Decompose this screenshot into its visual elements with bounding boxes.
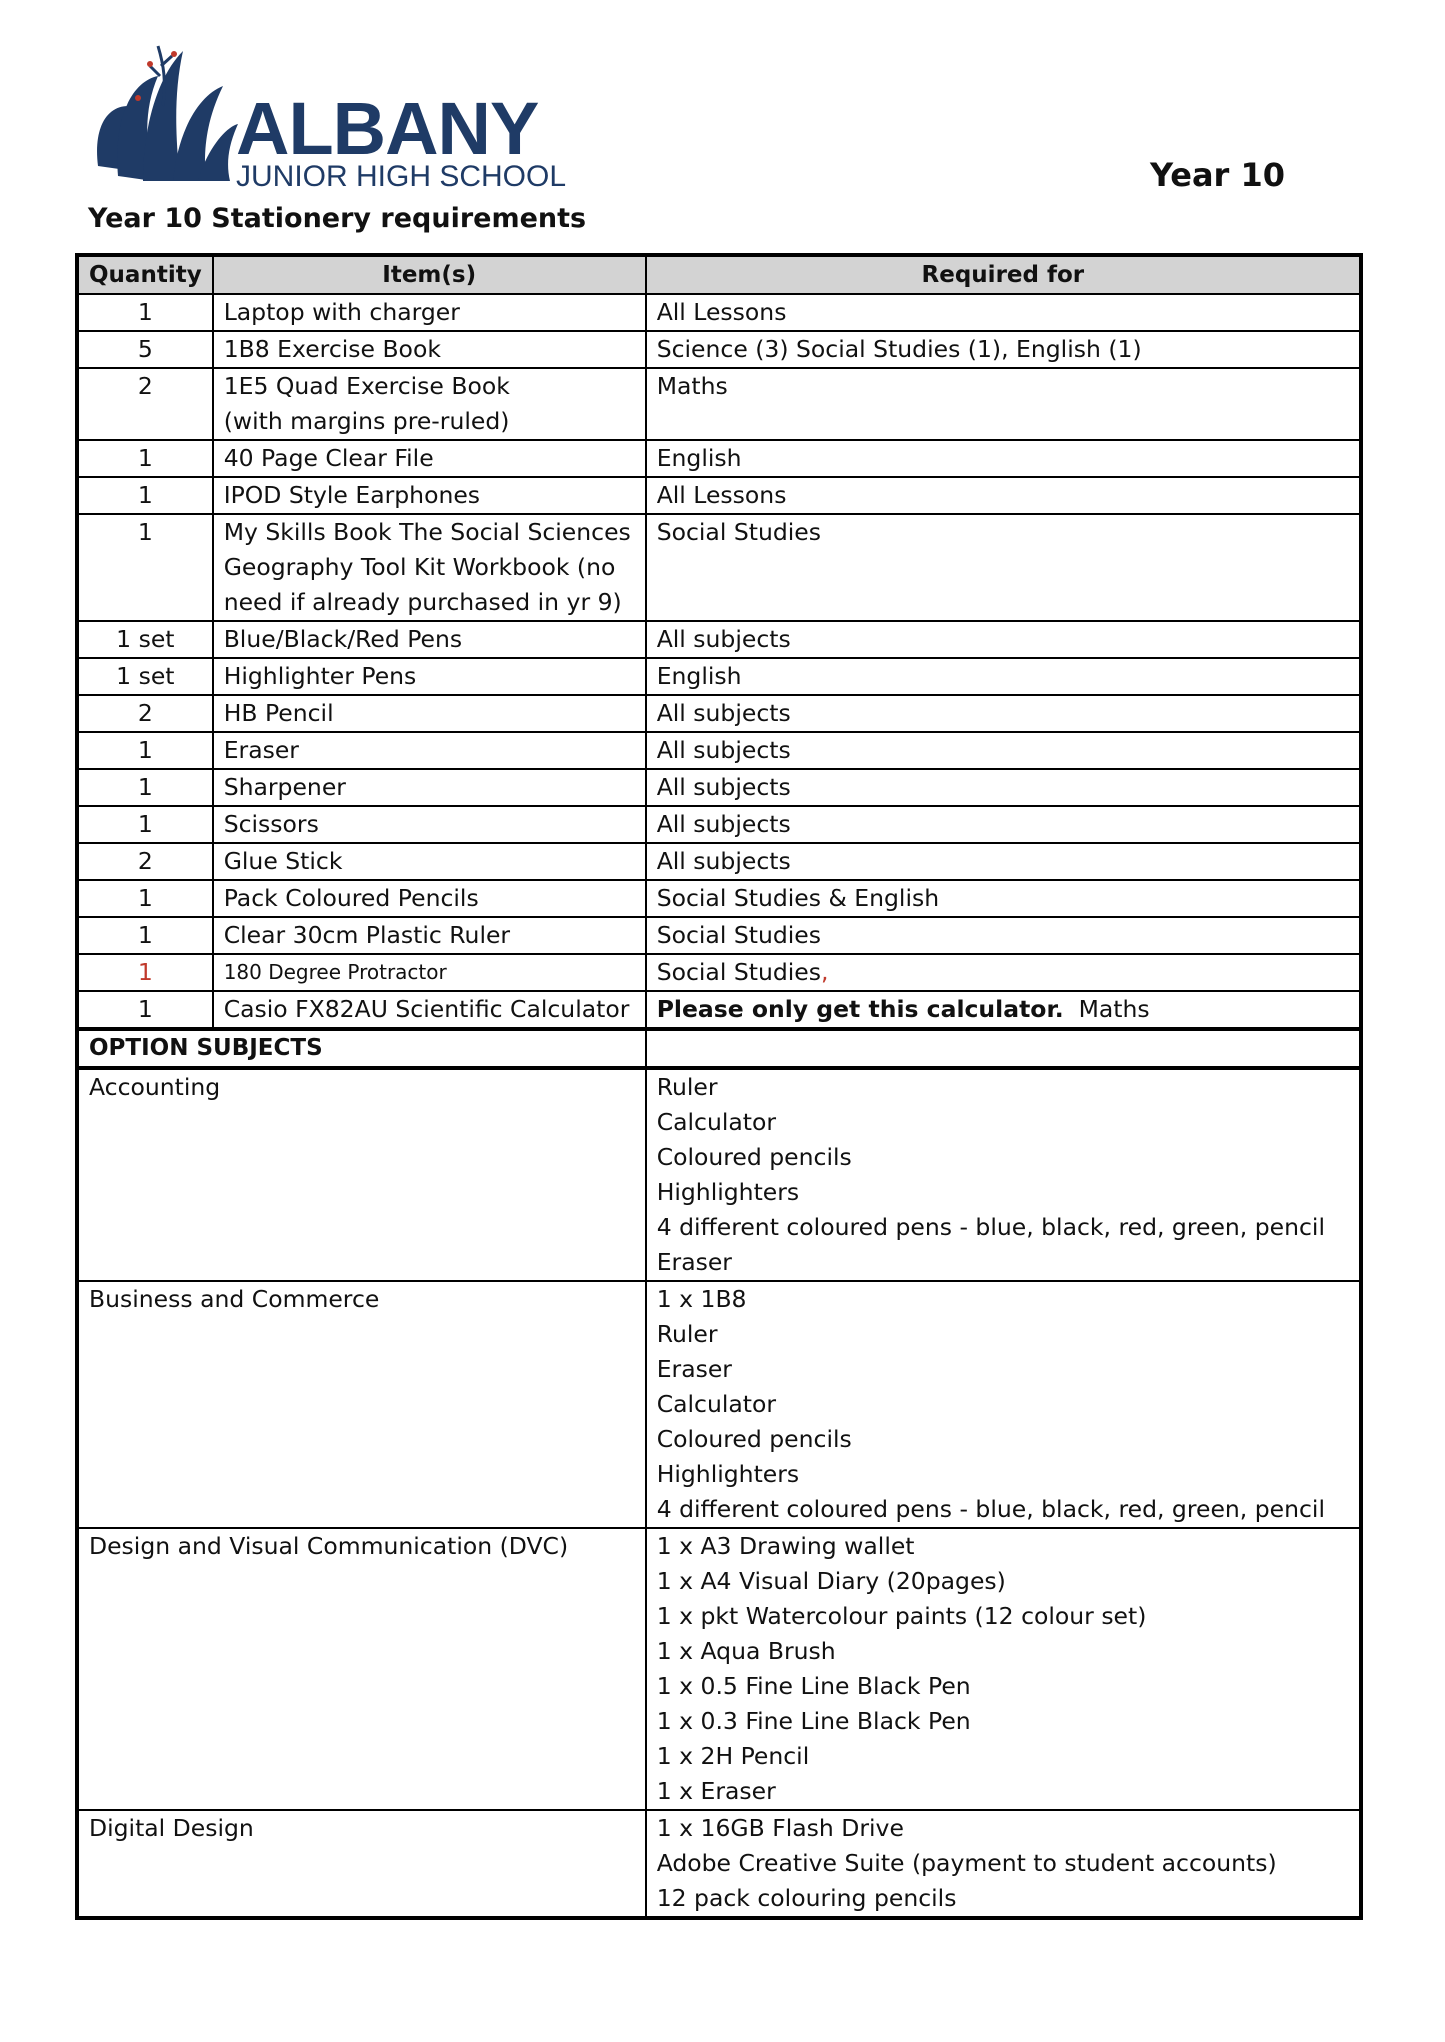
- option-subject: Accounting: [77, 1068, 646, 1281]
- item-line: need if already purchased in yr 9): [223, 588, 622, 616]
- qty-cell: 1 set: [77, 658, 213, 695]
- item-line: (with margins pre-ruled): [223, 407, 510, 435]
- required-cell: All Lessons: [646, 294, 1361, 331]
- required-cell: All subjects: [646, 695, 1361, 732]
- required-text: Social Studies: [656, 958, 822, 986]
- item-cell: Highlighter Pens: [213, 658, 646, 695]
- qty-cell: 1: [77, 769, 213, 806]
- option-item: 1 x Eraser: [656, 1777, 776, 1805]
- option-subject: Design and Visual Communication (DVC): [77, 1528, 646, 1810]
- qty-cell: 1: [77, 440, 213, 477]
- table-row: [77, 806, 1361, 843]
- option-items: [646, 1281, 1361, 1528]
- option-item: Highlighters: [656, 1460, 800, 1488]
- table-row: [77, 843, 1361, 880]
- stationery-table: [75, 253, 1363, 1920]
- qty-cell: 1: [77, 954, 213, 991]
- table-header-row: [77, 255, 1361, 294]
- option-subject: Digital Design: [77, 1810, 646, 1918]
- item-cell: Scissors: [213, 806, 646, 843]
- option-item: Eraser: [656, 1248, 732, 1276]
- required-cell: Science (3) Social Studies (1), English (1): [646, 331, 1361, 368]
- required-cell: [646, 954, 1361, 991]
- option-item: Eraser: [656, 1355, 732, 1383]
- logo-subtitle: JUNIOR HIGH SCHOOL: [236, 160, 567, 193]
- qty-cell: 1: [77, 477, 213, 514]
- option-item: Coloured pencils: [656, 1143, 852, 1171]
- option-item: 1 x 1B8: [656, 1285, 747, 1313]
- option-item: 4 different coloured pens - blue, black, red, green, pencil: [656, 1495, 1325, 1523]
- option-item: Calculator: [656, 1108, 777, 1136]
- option-items: [646, 1528, 1361, 1810]
- required-cell: English: [646, 440, 1361, 477]
- required-cell: All Lessons: [646, 477, 1361, 514]
- table-row: [77, 294, 1361, 331]
- qty-cell: 1 set: [77, 621, 213, 658]
- qty-cell: 1: [77, 880, 213, 917]
- option-item: Coloured pencils: [656, 1425, 852, 1453]
- required-cell: Social Studies: [646, 514, 1361, 621]
- item-cell: Laptop with charger: [213, 294, 646, 331]
- required-cell: Social Studies & English: [646, 880, 1361, 917]
- item-line: 1E5 Quad Exercise Book: [223, 372, 510, 400]
- table-row: [77, 880, 1361, 917]
- option-item: 1 x Aqua Brush: [656, 1637, 836, 1665]
- item-cell: 40 Page Clear File: [213, 440, 646, 477]
- required-cell: All subjects: [646, 732, 1361, 769]
- option-item: 1 x 0.3 Fine Line Black Pen: [656, 1707, 971, 1735]
- qty-cell: 2: [77, 368, 213, 440]
- table-row: [77, 621, 1361, 658]
- empty-cell: [646, 1029, 1361, 1068]
- table-row: [77, 732, 1361, 769]
- item-cell: Casio FX82AU Scientific Calculator: [213, 991, 646, 1029]
- option-row: [77, 1068, 1361, 1281]
- qty-cell: 2: [77, 695, 213, 732]
- option-item: 1 x 16GB Flash Drive: [656, 1814, 904, 1842]
- option-item: 12 pack colouring pencils: [656, 1884, 957, 1912]
- table-row: [77, 477, 1361, 514]
- qty-cell: 5: [77, 331, 213, 368]
- table-row: [77, 514, 1361, 621]
- table-row: [77, 917, 1361, 954]
- qty-cell: 1: [77, 806, 213, 843]
- item-cell: Glue Stick: [213, 843, 646, 880]
- option-item: 1 x 2H Pencil: [656, 1742, 810, 1770]
- option-item: 1 x A3 Drawing wallet: [656, 1532, 915, 1560]
- item-cell: HB Pencil: [213, 695, 646, 732]
- option-items: [646, 1068, 1361, 1281]
- item-cell: Eraser: [213, 732, 646, 769]
- table-row: [77, 991, 1361, 1029]
- option-item: Ruler: [656, 1073, 718, 1101]
- item-cell: [213, 514, 646, 621]
- option-item: 1 x 0.5 Fine Line Black Pen: [656, 1672, 971, 1700]
- required-cell: All subjects: [646, 621, 1361, 658]
- logo-wordmark: ALBANY: [236, 87, 539, 170]
- required-cell: All subjects: [646, 806, 1361, 843]
- option-subjects-heading: OPTION SUBJECTS: [77, 1029, 646, 1068]
- item-line: Geography Tool Kit Workbook (no: [223, 553, 616, 581]
- qty-cell: 1: [77, 514, 213, 621]
- calculator-note: Please only get this calculator.: [656, 995, 1064, 1023]
- item-cell: Clear 30cm Plastic Ruler: [213, 917, 646, 954]
- required-cell: Social Studies: [646, 917, 1361, 954]
- table-row: [77, 658, 1361, 695]
- required-suffix: ,: [821, 958, 829, 986]
- item-line: My Skills Book The Social Sciences: [223, 518, 631, 546]
- table-row: [77, 769, 1361, 806]
- required-cell: All subjects: [646, 843, 1361, 880]
- option-subjects-header-row: [77, 1029, 1361, 1068]
- table-row: [77, 954, 1361, 991]
- required-cell: Maths: [646, 368, 1361, 440]
- qty-cell: 2: [77, 843, 213, 880]
- qty-cell: 1: [77, 991, 213, 1029]
- qty-cell: 1: [77, 917, 213, 954]
- required-cell: [646, 991, 1361, 1029]
- option-item: 4 different coloured pens - blue, black, red, green, pencil: [656, 1213, 1325, 1241]
- option-row: [77, 1281, 1361, 1528]
- option-items: [646, 1810, 1361, 1918]
- table-row: [77, 368, 1361, 440]
- required-text: Maths: [1078, 995, 1150, 1023]
- page-title: Year 10 Stationery requirements: [88, 203, 587, 234]
- column-header-items: Item(s): [213, 255, 646, 294]
- item-cell: Blue/Black/Red Pens: [213, 621, 646, 658]
- table-row: [77, 695, 1361, 732]
- qty-cell: 1: [77, 294, 213, 331]
- qty-cell: 1: [77, 732, 213, 769]
- option-item: Calculator: [656, 1390, 777, 1418]
- year-label: Year 10: [1150, 156, 1285, 194]
- item-cell: [213, 368, 646, 440]
- option-subject: Business and Commerce: [77, 1281, 646, 1528]
- item-cell: 180 Degree Protractor: [213, 954, 646, 991]
- item-cell: Pack Coloured Pencils: [213, 880, 646, 917]
- option-item: Highlighters: [656, 1178, 800, 1206]
- table-row: [77, 331, 1361, 368]
- item-cell: Sharpener: [213, 769, 646, 806]
- option-item: 1 x pkt Watercolour paints (12 colour set): [656, 1602, 1147, 1630]
- required-cell: English: [646, 658, 1361, 695]
- item-cell: IPOD Style Earphones: [213, 477, 646, 514]
- option-item: 1 x A4 Visual Diary (20pages): [656, 1567, 1006, 1595]
- required-cell: All subjects: [646, 769, 1361, 806]
- option-row: [77, 1528, 1361, 1810]
- table-row: [77, 440, 1361, 477]
- option-item: Adobe Creative Suite (payment to student accounts): [656, 1849, 1277, 1877]
- item-cell: 1B8 Exercise Book: [213, 331, 646, 368]
- option-row: [77, 1810, 1361, 1918]
- option-item: Ruler: [656, 1320, 718, 1348]
- column-header-quantity: Quantity: [77, 255, 213, 294]
- column-header-required-for: Required for: [646, 255, 1361, 294]
